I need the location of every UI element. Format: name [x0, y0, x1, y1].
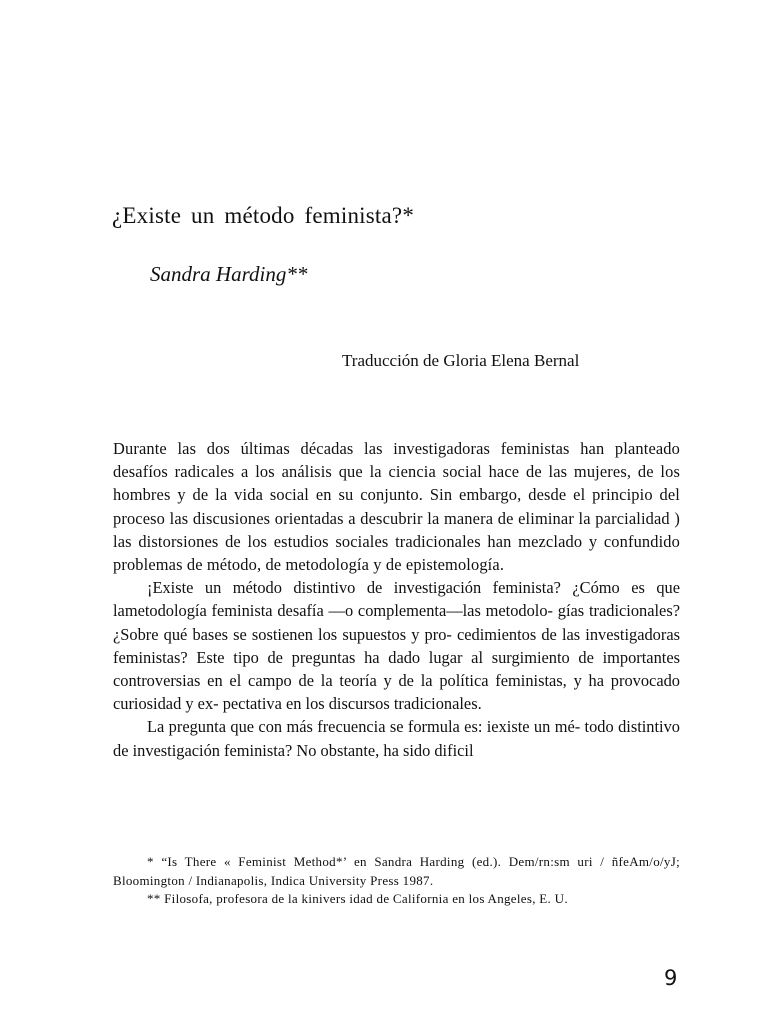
footnotes — [113, 853, 680, 909]
footnote: ** Filosofa, profesora de la kinivers idad de California en los Angeles, E. U. — [147, 891, 568, 906]
body-paragraph: La pregunta que con más frecuencia se formula es: iexiste un mé- todo distintivo de investigación feminista? No obstante, ha sido dificil — [113, 717, 680, 760]
article-body — [113, 437, 680, 762]
body-paragraph: ¡Existe un método distintivo de investigación feminista? ¿Cómo es que lametodología feminista desafía —o complementa—las metodolo- gías tradicionales? ¿Sobre qué bases se sostienen los supuestos y pro- cedimientos de las investigadoras feministas? Este tipo de preguntas ha dado lugar al surgimiento de importantes controversias en el campo de la teoría y de la política feministas, y ha provocado curiosidad y ex- pectativa en los discursos tradicionales. — [113, 578, 680, 714]
translator-credit: Traducción de Gloria Elena Bernal — [342, 351, 580, 370]
author-name: Sandra Harding** — [150, 262, 308, 286]
footnote: * “Is There « Feminist Method*’ en Sandra Harding (ed.). Dem/rn:sm uri / ñfeAm/o/yJ; Bloomington / Indianapolis, Indica University Press 1987. — [113, 854, 680, 888]
article-title: ¿Existe un método feminista?* — [112, 203, 415, 228]
page-number: 9 — [664, 966, 678, 990]
body-paragraph: Durante las dos últimas décadas las investigadoras feministas han planteado desafíos radicales a los análisis que la ciencia social hace de las mujeres, de los hombres y de la vida social en su conjunto. Sin embargo, desde el principio del proceso las discusiones orientadas a descubrir la manera de eliminar la parcialidad ) las distorsiones de los estudios sociales tradicionales han mezclado y confundido problemas de método, de metodología y de epistemología. — [113, 439, 680, 575]
